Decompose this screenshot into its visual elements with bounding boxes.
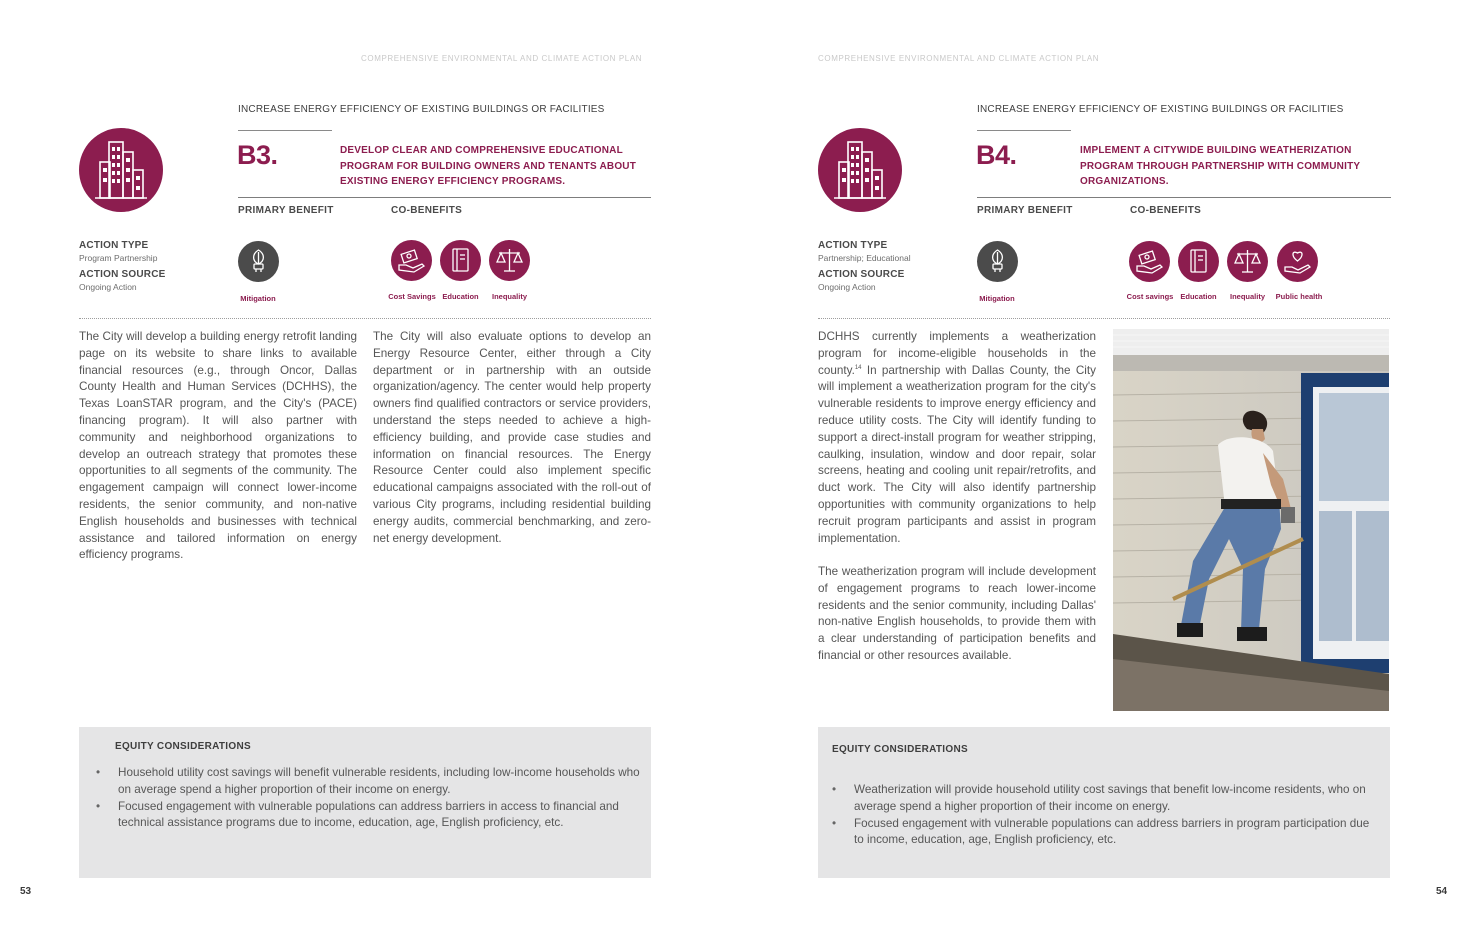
body-paragraph: DCHHS currently implements a weatherization program for income-eligible households in the county.$^{14}$ In partnership with Dallas County, the City will implement a weatherization program for the city's vulnerable residents to improve energy efficiency and reduce utility costs. The City will identify funding to support a direct-install program for weather stripping, caulking, insulation, window and door repair, solar screens, heating and cooling unit repair/retrofits, and duct work. The City will also identify partnership opportunities with community organizations to help recruit program participants and assist in program implementation.	[818, 330, 1096, 545]
running-header: COMPREHENSIVE ENVIRONMENTAL AND CLIMATE ACTION PLAN	[818, 54, 1100, 63]
cost-savings-icon	[391, 240, 432, 281]
action-source-label: ACTION SOURCE	[818, 269, 905, 280]
co-benefits-label: CO-BENEFITS	[1130, 205, 1202, 216]
headline-rule	[238, 197, 651, 198]
buildings-icon	[79, 128, 163, 212]
dotted-divider	[818, 318, 1390, 319]
action-type-value: Partnership; Educational	[818, 253, 911, 263]
footnote-marker: 14	[854, 364, 862, 371]
action-source-value: Ongoing Action	[79, 282, 137, 292]
co-benefit-name: Education	[442, 292, 479, 301]
worker-weatherizing-house-photo	[1113, 329, 1389, 711]
body-paragraph: The City will develop a building energy retrofit landing page on its website to share links to available financial resources (e.g., through Oncor, Dallas County Health and Human Services (DCHHS), the Texas LoanSTAR program, and the City's (PACE) financing program). It will also partner with community and neighborhood organizations to develop an outreach strategy that promotes these opportunities to all segments of the community. The engagement campaign will connect lower-income residents, the senior community, and non-native English households and businesses with technical assistance and tailored information on energy efficiency programs.	[79, 330, 357, 562]
co-benefits-label: CO-BENEFITS	[391, 205, 463, 216]
buildings-icon	[818, 128, 902, 212]
primary-benefit-label: PRIMARY BENEFIT	[977, 205, 1073, 216]
co-benefit-name: Public health	[1275, 292, 1323, 301]
action-type-value: Program Partnership	[79, 253, 158, 263]
action-source-label: ACTION SOURCE	[79, 269, 166, 280]
action-type-label: ACTION TYPE	[818, 240, 888, 251]
section-title: INCREASE ENERGY EFFICIENCY OF EXISTING BUILDINGS OR FACILITIES	[977, 104, 1344, 115]
running-header: COMPREHENSIVE ENVIRONMENTAL AND CLIMATE ACTION PLAN	[361, 54, 643, 63]
cost-savings-icon	[1129, 241, 1170, 282]
body-paragraph: The City will also evaluate options to develop an Energy Resource Center, either through a City department or in partnership with an outside organization/agency. The center would help property owners find qualified contractors or service providers, understand the steps needed to achieve a high-efficiency building, and provide case studies and information on financial resources. The Energy Resource Center could also implement specific educational campaigns associated with the roll-out of various City programs, including residential building energy audits, commercial benchmarking, and zero-net energy development.	[373, 330, 651, 545]
co-benefit-name: Cost savings	[1126, 292, 1174, 301]
section-title-rule	[977, 130, 1071, 131]
plug-leaf-icon	[977, 241, 1018, 282]
primary-benefit-name: Mitigation	[979, 294, 1015, 303]
equity-title: EQUITY CONSIDERATIONS	[115, 741, 251, 752]
equity-bullet: • Focused engagement with vulnerable populations can address barriers in access to financial and technical assistance programs due to income, education, age, English proficiency, etc.	[96, 799, 648, 833]
equity-considerations-box	[79, 727, 651, 878]
public-health-icon	[1277, 241, 1318, 282]
section-title-rule	[238, 130, 332, 131]
equity-bullet: • Focused engagement with vulnerable populations can address barriers in program participation due to income, education, age, English proficiency, etc.	[832, 816, 1372, 850]
equity-bullet: • Household utility cost savings will benefit vulnerable residents, including low-income households who on average spend a higher proportion of their income on energy.	[96, 765, 648, 799]
inequality-scale-icon	[1227, 241, 1268, 282]
primary-benefit-label: PRIMARY BENEFIT	[238, 205, 334, 216]
co-benefit-name: Education	[1180, 292, 1217, 301]
action-code: B4.	[976, 140, 1017, 170]
co-benefit-name: Cost Savings	[388, 292, 436, 301]
education-icon	[440, 240, 481, 281]
plug-leaf-icon	[238, 241, 279, 282]
action-headline: DEVELOP CLEAR AND COMPREHENSIVE EDUCATIONAL PROGRAM FOR BUILDING OWNERS AND TENANTS ABOUT EXISTING ENERGY EFFICIENCY PROGRAMS.	[340, 145, 637, 187]
equity-bullet: • Weatherization will provide household utility cost savings that benefit low-income residents, who on average spend a higher proportion of their income on energy.	[832, 782, 1372, 816]
equity-considerations-box	[818, 727, 1390, 878]
dotted-divider	[79, 318, 651, 319]
page-number: 54	[1436, 886, 1448, 897]
section-title: INCREASE ENERGY EFFICIENCY OF EXISTING BUILDINGS OR FACILITIES	[238, 104, 605, 115]
education-icon	[1178, 241, 1219, 282]
action-type-label: ACTION TYPE	[79, 240, 149, 251]
co-benefit-name: Inequality	[491, 292, 527, 301]
equity-list	[832, 782, 1372, 849]
equity-list	[96, 765, 648, 832]
headline-rule	[977, 197, 1391, 198]
action-source-value: Ongoing Action	[818, 282, 876, 292]
page-number: 53	[20, 886, 32, 897]
co-benefit-name: Inequality	[1229, 292, 1265, 301]
action-code: B3.	[237, 140, 278, 170]
action-headline: IMPLEMENT A CITYWIDE BUILDING WEATHERIZATION PROGRAM THROUGH PARTNERSHIP WITH COMMUNITY ORGANIZATIONS.	[1080, 145, 1361, 187]
inequality-scale-icon	[489, 240, 530, 281]
equity-title: EQUITY CONSIDERATIONS	[832, 744, 968, 755]
body-paragraph: The weatherization program will include development of engagement programs to reach lower-income residents and the senior community, including Dallas' non-native English households, to provide them with a clear understanding of participation benefits and financial or other resources available.	[818, 565, 1096, 662]
primary-benefit-name: Mitigation	[240, 294, 276, 303]
